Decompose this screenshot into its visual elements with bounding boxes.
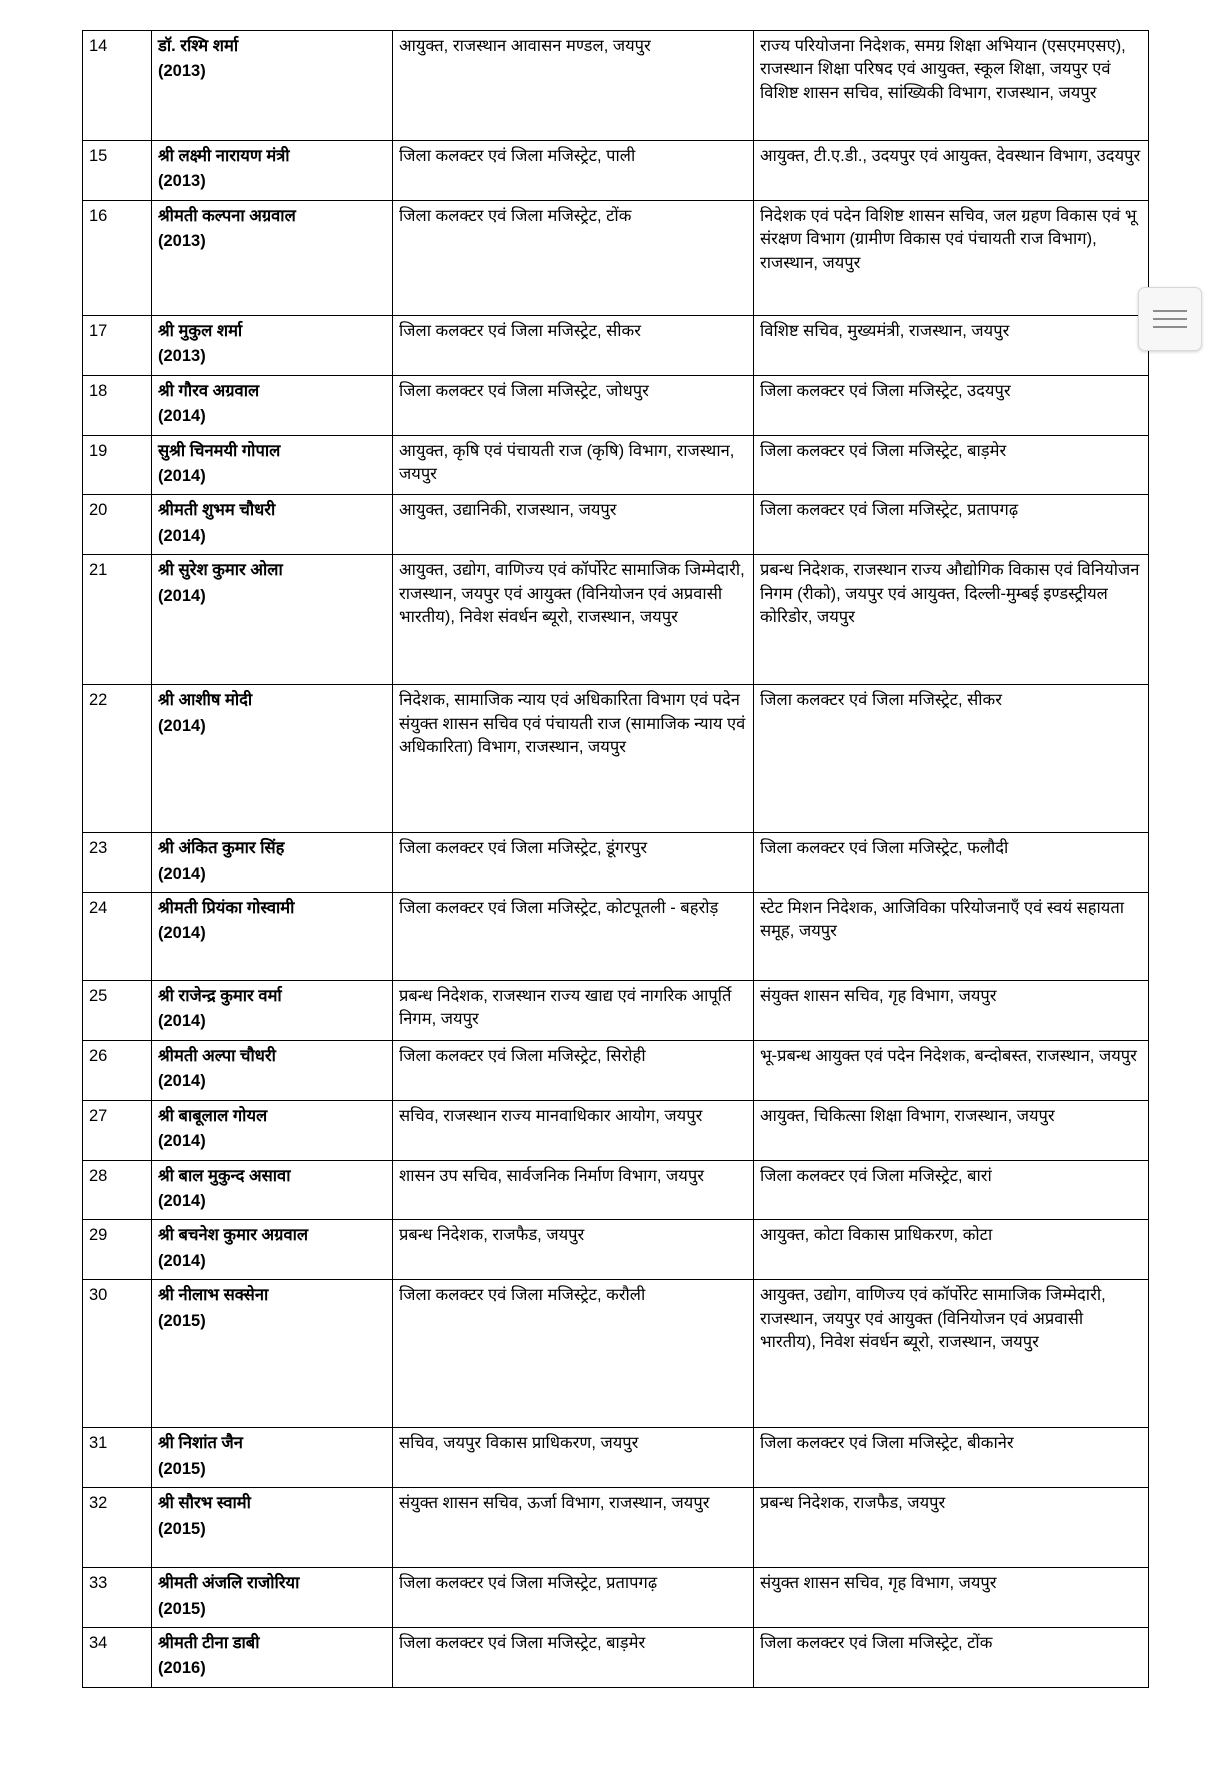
row-current-post: जिला कलक्टर एवं जिला मजिस्ट्रेट, डूंगरपुर — [393, 833, 754, 893]
officer-name: श्रीमती अल्पा चौधरी — [158, 1046, 276, 1065]
officer-name: श्री लक्ष्मी नारायण मंत्री — [158, 147, 290, 165]
table-row — [83, 1488, 1149, 1568]
row-serial-number: 27 — [83, 1100, 152, 1160]
officer-name: श्री अंकित कुमार सिंह — [158, 839, 285, 858]
row-serial-number: 19 — [83, 435, 152, 495]
row-officer-name — [152, 555, 393, 685]
row-current-post: सचिव, राजस्थान राज्य मानवाधिकार आयोग, जयपुर — [393, 1100, 754, 1160]
officer-name: सुश्री चिनमयी गोपाल — [158, 441, 281, 460]
row-current-post: प्रबन्ध निदेशक, राजस्थान राज्य खाद्य एवं नागरिक आपूर्ति निगम, जयपुर — [393, 981, 754, 1041]
officer-name: श्री निशांत जैन — [158, 1434, 243, 1453]
row-previous-post: संयुक्त शासन सचिव, गृह विभाग, जयपुर — [754, 1568, 1149, 1628]
officer-name: श्री बचनेश कुमार अग्रवाल — [158, 1226, 309, 1245]
row-previous-post: जिला कलक्टर एवं जिला मजिस्ट्रेट, फलौदी — [754, 833, 1149, 893]
row-previous-post: प्रबन्ध निदेशक, राजफैड, जयपुर — [754, 1488, 1149, 1568]
row-current-post: आयुक्त, उद्योग, वाणिज्य एवं कॉर्पोरेट सामाजिक जिम्मेदारी, राजस्थान, जयपुर एवं आयुक्त (विनियोजन एवं अप्रवासी भारतीय), निवेश संवर्धन ब्यूरो, राजस्थान, जयपुर — [393, 555, 754, 685]
row-officer-name — [152, 1220, 393, 1280]
officer-batch-year: (2014) — [158, 466, 206, 485]
row-current-post: सचिव, जयपुर विकास प्राधिकरण, जयपुर — [393, 1428, 754, 1488]
row-previous-post: आयुक्त, टी.ए.डी., उदयपुर एवं आयुक्त, देवस्थान विभाग, उदयपुर — [754, 141, 1149, 201]
row-serial-number: 30 — [83, 1280, 152, 1428]
officer-batch-year: (2015) — [158, 1459, 206, 1478]
row-serial-number: 29 — [83, 1220, 152, 1280]
officer-name: श्री बाल मुकुन्द असावा — [158, 1166, 291, 1185]
table-row — [83, 141, 1149, 201]
officer-batch-year: (2014) — [158, 1192, 206, 1211]
row-previous-post: आयुक्त, चिकित्सा शिक्षा विभाग, राजस्थान, जयपुर — [754, 1100, 1149, 1160]
row-current-post: संयुक्त शासन सचिव, ऊर्जा विभाग, राजस्थान, जयपुर — [393, 1488, 754, 1568]
table-row — [83, 685, 1149, 833]
row-current-post: जिला कलक्टर एवं जिला मजिस्ट्रेट, सीकर — [393, 315, 754, 375]
officer-name: श्रीमती शुभम चौधरी — [158, 501, 276, 520]
officer-name: श्री गौरव अग्रवाल — [158, 381, 260, 400]
row-current-post: प्रबन्ध निदेशक, राजफैड, जयपुर — [393, 1220, 754, 1280]
table-row — [83, 1627, 1149, 1687]
row-serial-number: 34 — [83, 1627, 152, 1687]
table-row — [83, 981, 1149, 1041]
officer-batch-year: (2015) — [158, 1599, 206, 1618]
row-previous-post: आयुक्त, कोटा विकास प्राधिकरण, कोटा — [754, 1220, 1149, 1280]
table-row — [83, 1220, 1149, 1280]
table-row — [83, 435, 1149, 495]
row-current-post: जिला कलक्टर एवं जिला मजिस्ट्रेट, सिरोही — [393, 1040, 754, 1100]
officer-batch-year: (2014) — [158, 864, 206, 883]
officer-batch-year: (2014) — [158, 924, 206, 943]
row-serial-number: 22 — [83, 685, 152, 833]
table-row — [83, 31, 1149, 141]
officer-name: श्री मुकुल शर्मा — [158, 321, 243, 340]
row-officer-name — [152, 1100, 393, 1160]
row-serial-number: 15 — [83, 141, 152, 201]
row-previous-post: भू-प्रबन्ध आयुक्त एवं पदेन निदेशक, बन्दोबस्त, राजस्थान, जयपुर — [754, 1040, 1149, 1100]
row-current-post: जिला कलक्टर एवं जिला मजिस्ट्रेट, पाली — [393, 141, 754, 201]
row-previous-post: विशिष्ट सचिव, मुख्यमंत्री, राजस्थान, जयपुर — [754, 315, 1149, 375]
table-row — [83, 1428, 1149, 1488]
officer-name: श्रीमती टीना डाबी — [158, 1633, 260, 1652]
row-previous-post: जिला कलक्टर एवं जिला मजिस्ट्रेट, टोंक — [754, 1627, 1149, 1687]
officers-table — [82, 30, 1149, 1688]
row-current-post: जिला कलक्टर एवं जिला मजिस्ट्रेट, करौली — [393, 1280, 754, 1428]
officer-batch-year: (2014) — [158, 716, 206, 735]
officer-batch-year: (2014) — [158, 1072, 206, 1091]
row-current-post: निदेशक, सामाजिक न्याय एवं अधिकारिता विभाग एवं पदेन संयुक्त शासन सचिव एवं पंचायती राज (सामाजिक न्याय एवं अधिकारिता) विभाग, राजस्थान, जयपुर — [393, 685, 754, 833]
row-serial-number: 26 — [83, 1040, 152, 1100]
officer-batch-year: (2013) — [158, 62, 206, 81]
table-row — [83, 1160, 1149, 1220]
officer-name: श्री सुरेश कुमार ओला — [158, 561, 283, 580]
officer-batch-year: (2014) — [158, 526, 206, 545]
row-current-post: आयुक्त, कृषि एवं पंचायती राज (कृषि) विभाग, राजस्थान, जयपुर — [393, 435, 754, 495]
row-officer-name — [152, 200, 393, 315]
officer-batch-year: (2014) — [158, 1251, 206, 1270]
row-officer-name — [152, 1428, 393, 1488]
table-row — [83, 315, 1149, 375]
menu-handle-icon[interactable] — [1138, 287, 1202, 351]
row-previous-post: निदेशक एवं पदेन विशिष्ट शासन सचिव, जल ग्रहण विकास एवं भू संरक्षण विभाग (ग्रामीण विकास एवं पंचायती राज विभाग), राजस्थान, जयपुर — [754, 200, 1149, 315]
table-body — [83, 31, 1149, 1688]
row-current-post: जिला कलक्टर एवं जिला मजिस्ट्रेट, कोटपूतली - बहरोड़ — [393, 893, 754, 981]
table-row — [83, 555, 1149, 685]
officer-name: श्री नीलाभ सक्सेना — [158, 1286, 269, 1305]
row-officer-name — [152, 981, 393, 1041]
row-current-post: जिला कलक्टर एवं जिला मजिस्ट्रेट, बाड़मेर — [393, 1627, 754, 1687]
officer-name: डॉ. रश्मि शर्मा — [158, 37, 239, 55]
handle-line — [1153, 310, 1187, 312]
row-serial-number: 24 — [83, 893, 152, 981]
row-serial-number: 21 — [83, 555, 152, 685]
row-previous-post: जिला कलक्टर एवं जिला मजिस्ट्रेट, बारां — [754, 1160, 1149, 1220]
officer-batch-year: (2014) — [158, 586, 206, 605]
row-previous-post: राज्य परियोजना निदेशक, समग्र शिक्षा अभियान (एसएमएसए), राजस्थान शिक्षा परिषद एवं आयुक्त, स्कूल शिक्षा, जयपुर एवं विशिष्ट शासन सचिव, सांख्यिकी विभाग, राजस्थान, जयपुर — [754, 31, 1149, 141]
row-serial-number: 23 — [83, 833, 152, 893]
row-officer-name — [152, 833, 393, 893]
table-row — [83, 833, 1149, 893]
table-row — [83, 200, 1149, 315]
row-serial-number: 28 — [83, 1160, 152, 1220]
row-serial-number: 32 — [83, 1488, 152, 1568]
officer-batch-year: (2014) — [158, 1012, 206, 1031]
officer-batch-year: (2015) — [158, 1311, 206, 1330]
row-serial-number: 20 — [83, 495, 152, 555]
row-previous-post: संयुक्त शासन सचिव, गृह विभाग, जयपुर — [754, 981, 1149, 1041]
row-officer-name — [152, 315, 393, 375]
row-officer-name — [152, 1280, 393, 1428]
row-officer-name — [152, 685, 393, 833]
officer-name: श्रीमती प्रियंका गोस्वामी — [158, 899, 295, 918]
row-previous-post: जिला कलक्टर एवं जिला मजिस्ट्रेट, बीकानेर — [754, 1428, 1149, 1488]
officer-name: श्रीमती अंजलि राजोरिया — [158, 1574, 300, 1593]
row-previous-post: प्रबन्ध निदेशक, राजस्थान राज्य औद्योगिक विकास एवं विनियोजन निगम (रीको), जयपुर एवं आयुक्त, दिल्ली-मुम्बई इण्डस्ट्रीयल कोरिडोर, जयपुर — [754, 555, 1149, 685]
row-current-post: जिला कलक्टर एवं जिला मजिस्ट्रेट, प्रतापगढ़ — [393, 1568, 754, 1628]
officer-batch-year: (2014) — [158, 1132, 206, 1151]
row-officer-name — [152, 1160, 393, 1220]
row-serial-number: 18 — [83, 375, 152, 435]
row-officer-name — [152, 1568, 393, 1628]
row-officer-name — [152, 31, 393, 141]
table-row — [83, 375, 1149, 435]
officer-name: श्री आशीष मोदी — [158, 691, 253, 710]
row-serial-number: 14 — [83, 31, 152, 141]
row-officer-name — [152, 1488, 393, 1568]
handle-line — [1153, 326, 1187, 328]
row-current-post: शासन उप सचिव, सार्वजनिक निर्माण विभाग, जयपुर — [393, 1160, 754, 1220]
row-previous-post: जिला कलक्टर एवं जिला मजिस्ट्रेट, प्रतापगढ़ — [754, 495, 1149, 555]
table-row — [83, 893, 1149, 981]
table-row — [83, 495, 1149, 555]
row-serial-number: 16 — [83, 200, 152, 315]
row-serial-number: 33 — [83, 1568, 152, 1628]
row-officer-name — [152, 375, 393, 435]
row-previous-post: जिला कलक्टर एवं जिला मजिस्ट्रेट, बाड़मेर — [754, 435, 1149, 495]
table-row — [83, 1040, 1149, 1100]
row-current-post: आयुक्त, उद्यानिकी, राजस्थान, जयपुर — [393, 495, 754, 555]
officer-name: श्रीमती कल्पना अग्रवाल — [158, 206, 296, 225]
row-serial-number: 25 — [83, 981, 152, 1041]
row-previous-post: जिला कलक्टर एवं जिला मजिस्ट्रेट, सीकर — [754, 685, 1149, 833]
row-current-post: जिला कलक्टर एवं जिला मजिस्ट्रेट, टोंक — [393, 200, 754, 315]
officer-batch-year: (2015) — [158, 1519, 206, 1538]
row-officer-name — [152, 435, 393, 495]
officer-batch-year: (2016) — [158, 1659, 206, 1678]
handle-line — [1153, 318, 1187, 320]
table-row — [83, 1100, 1149, 1160]
table-row — [83, 1280, 1149, 1428]
row-current-post: आयुक्त, राजस्थान आवासन मण्डल, जयपुर — [393, 31, 754, 141]
row-current-post: जिला कलक्टर एवं जिला मजिस्ट्रेट, जोधपुर — [393, 375, 754, 435]
row-serial-number: 31 — [83, 1428, 152, 1488]
row-officer-name — [152, 893, 393, 981]
officer-name: श्री बाबूलाल गोयल — [158, 1106, 268, 1125]
row-previous-post: आयुक्त, उद्योग, वाणिज्य एवं कॉर्पोरेट सामाजिक जिम्मेदारी, राजस्थान, जयपुर एवं आयुक्त (विनियोजन एवं अप्रवासी भारतीय), निवेश संवर्धन ब्यूरो, राजस्थान, जयपुर — [754, 1280, 1149, 1428]
officer-batch-year: (2013) — [158, 347, 206, 366]
officer-name: श्री राजेन्द्र कुमार वर्मा — [158, 987, 282, 1006]
row-officer-name — [152, 495, 393, 555]
row-serial-number: 17 — [83, 315, 152, 375]
row-previous-post: स्टेट मिशन निदेशक, आजिविका परियोजनाएँ एवं स्वयं सहायता समूह, जयपुर — [754, 893, 1149, 981]
table-row — [83, 1568, 1149, 1628]
row-officer-name — [152, 141, 393, 201]
officer-batch-year: (2013) — [158, 172, 206, 191]
officer-batch-year: (2013) — [158, 232, 206, 251]
row-officer-name — [152, 1627, 393, 1687]
row-officer-name — [152, 1040, 393, 1100]
row-previous-post: जिला कलक्टर एवं जिला मजिस्ट्रेट, उदयपुर — [754, 375, 1149, 435]
officer-name: श्री सौरभ स्वामी — [158, 1494, 251, 1513]
officer-batch-year: (2014) — [158, 407, 206, 426]
